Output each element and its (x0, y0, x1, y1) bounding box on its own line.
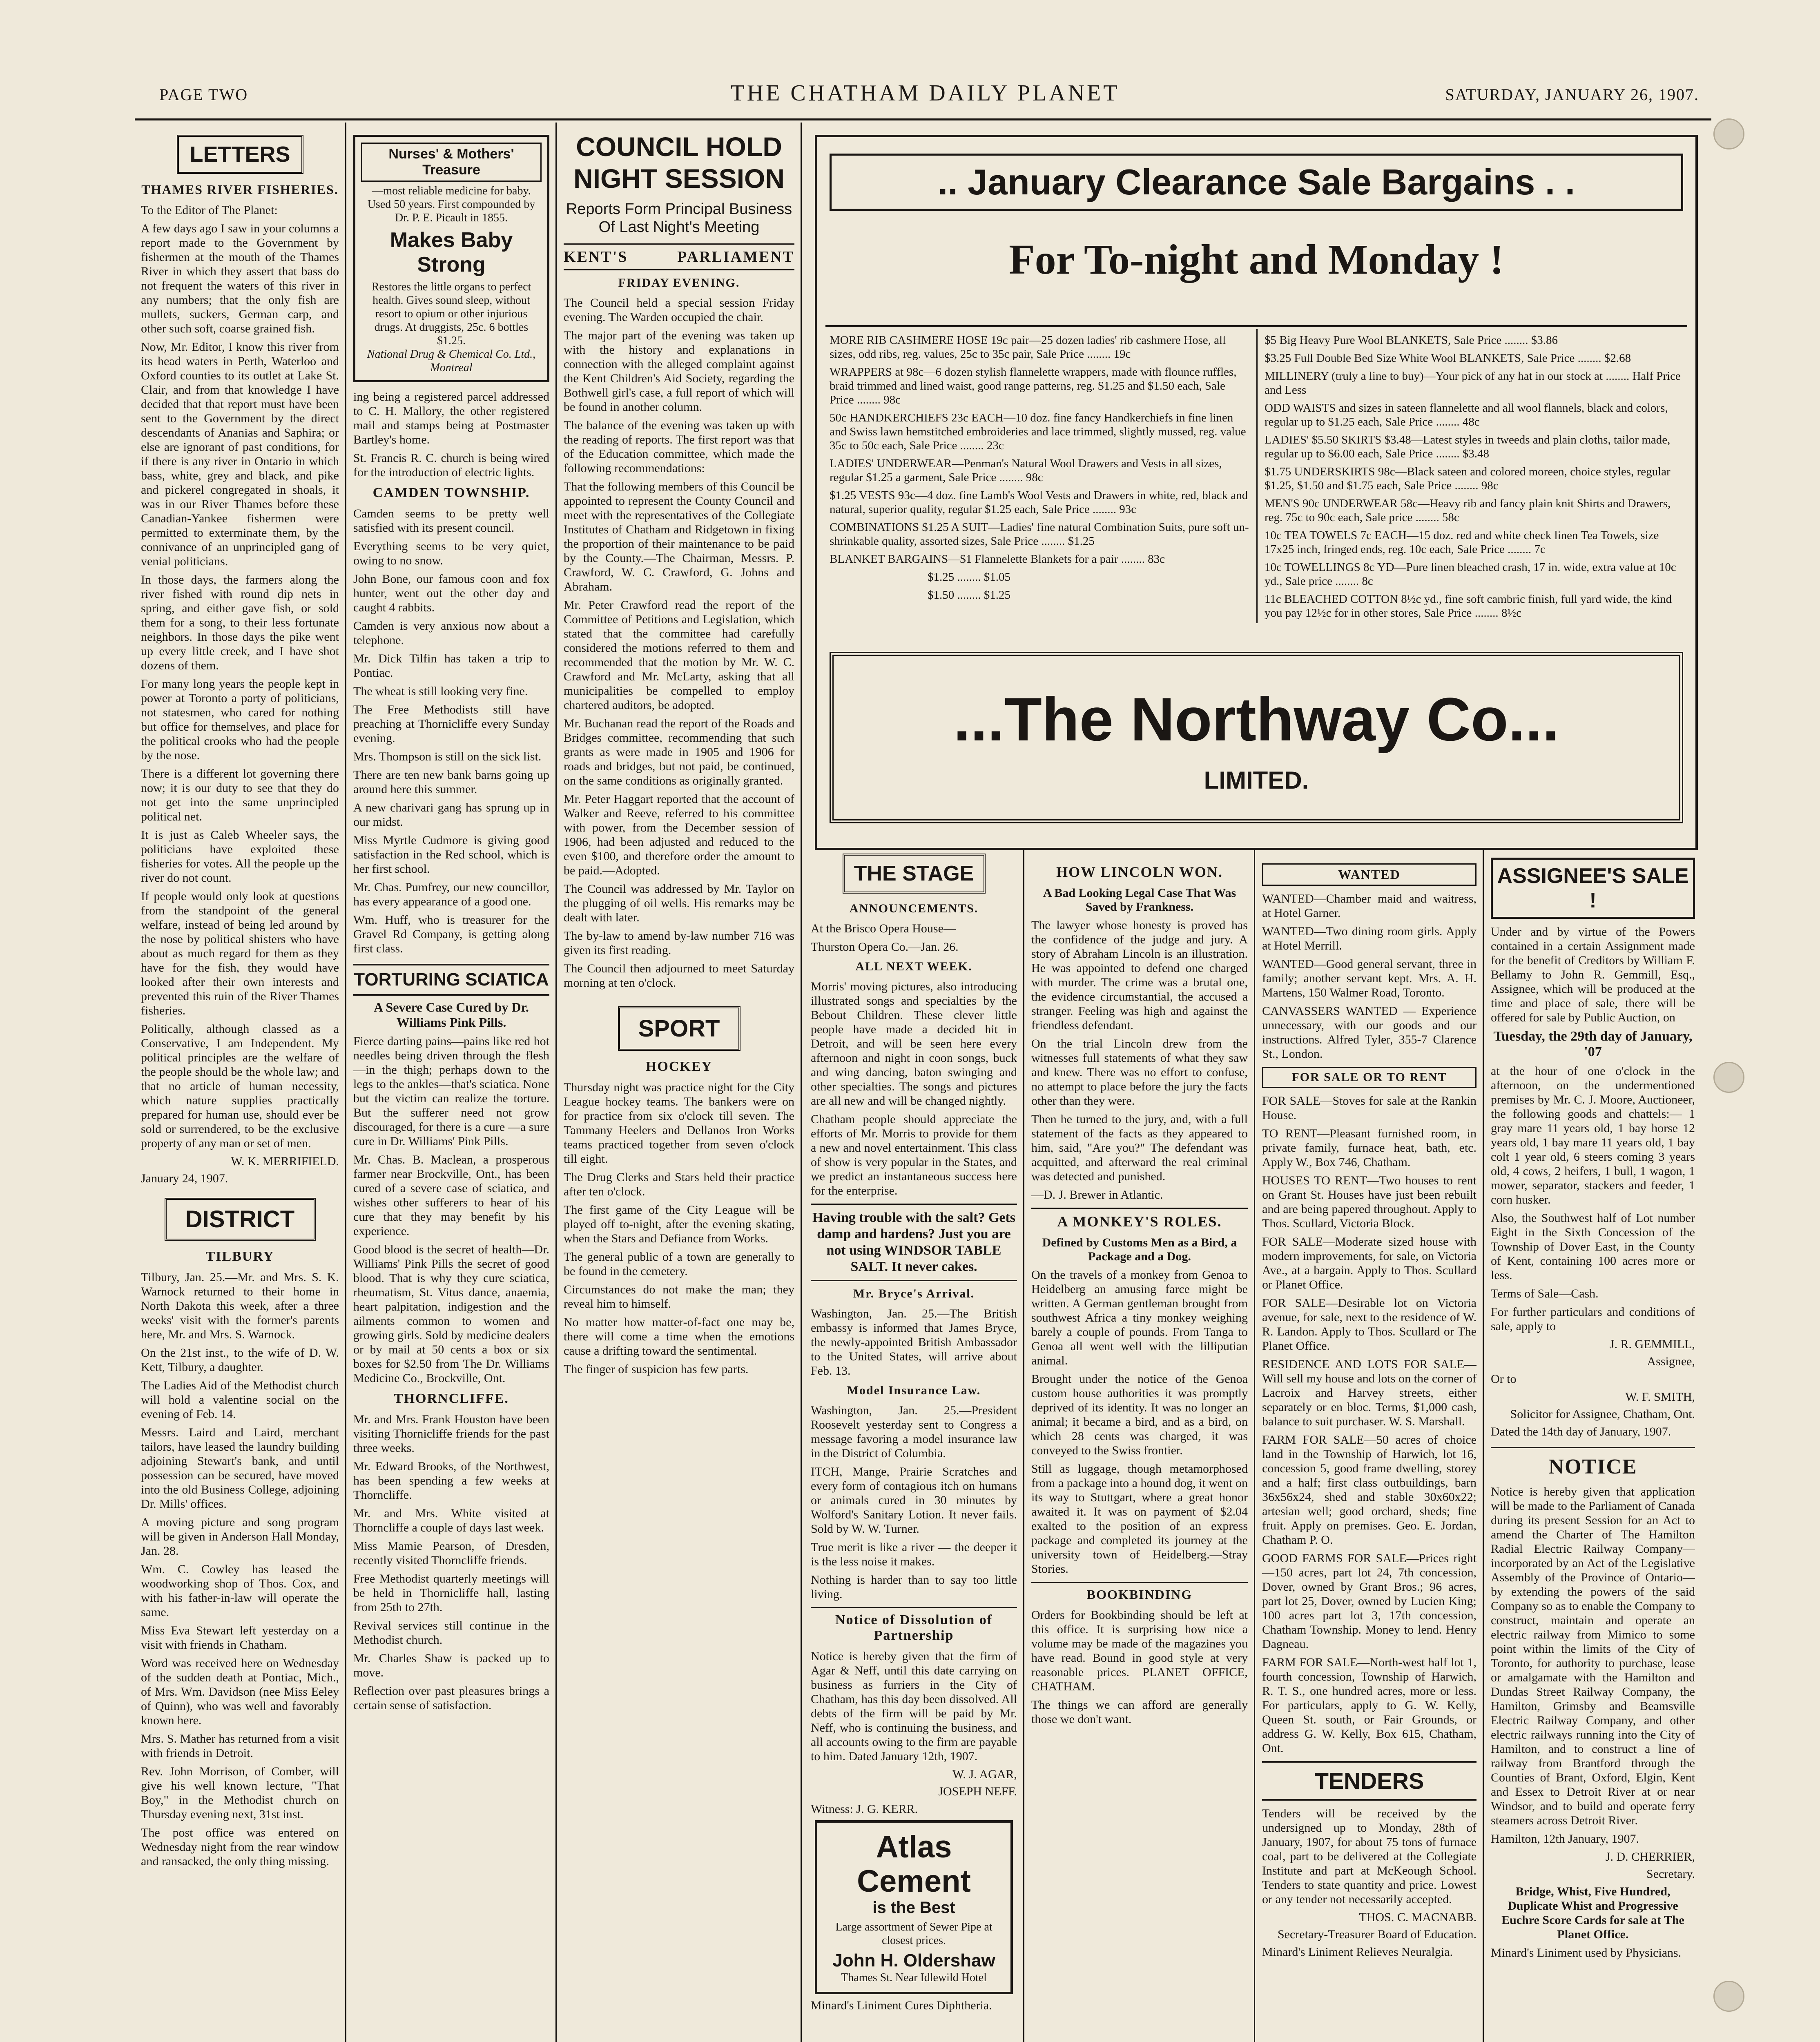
column-paragraph: ing being a registered parcel addressed to C. H. Mallory, the other registered mail and stamps being at Postmaster Bartley's home. (353, 390, 549, 446)
classifieds-column (1262, 858, 1477, 2042)
camden-paragraph: Camden seems to be pretty well satisfied with its present council. (353, 507, 549, 535)
nurses-ad-body: Restores the little organs to perfect health. Gives sound sleep, without resort to opium or other injurious drugs. At druggists, 25c. 6 bottles $1.25. (371, 281, 531, 347)
sale-item: 10c TEA TOWELS 7c EACH—15 doz. red and white check linen Tea Towels, size 17x25 inch, fringed ends, reg. 10c each, Sale Price ........ 7c (1265, 529, 1659, 556)
wanted-item: WANTED—Good general servant, three in family; another servant kept. Mrs. A. H. Martens, 150 Walmer Road, Toronto. (1262, 957, 1477, 999)
sale-item: $3.25 Full Double Bed Size White Wool BLANKETS, Sale Price ........ $2.68 (1265, 352, 1631, 365)
atlas-title: Atlas (876, 1830, 952, 1864)
hockey-heading: HOCKEY (645, 1059, 713, 1074)
council-paragraph: The by-law to amend by-law number 716 was given its first reading. (564, 929, 794, 957)
sale-item: ODD WAISTS and sizes in sateen flannelette and all wool flannels, black and colors, regular up to $1.25 each, Sale Price ........ 48c (1265, 401, 1668, 428)
atlas-description: Large assortment of Sewer Pipe at closest prices. (835, 1921, 993, 1947)
letters-paragraph: Now, Mr. Editor, I know this river from its head waters in Perth, Waterloo and Oxford counties to its outlet at Lake St. Clair, and from that knowledge I have decided that that report must have been sent to the Government by the direct descendants of Ananias and Saphira; or else are ignorant of past conditions, for if there is any river in Ontario in which bass, white, grey and black, and pike and pickerel congregated in shoals, it was in our River Thames before these Canadian-Yankee fishermen were permitted to exterminate them, by the connivance of an unprincipled gang of venial politicians. (141, 340, 339, 568)
atlas-title: Cement (857, 1864, 971, 1899)
bryce-paragraph: Washington, Jan. 25.—The British embassy is informed that James Bryce, the newly-appointed British Ambassador to the United States, will arrive about Feb. 13. (811, 1307, 1017, 1378)
council-column (564, 131, 794, 2042)
assignee-further: For further particulars and conditions of sale, apply to (1491, 1305, 1695, 1333)
district-paragraph: Messrs. Laird and Laird, merchant tailors, have leased the laundry building adjoining Stewart's bank, and until possession can be secured, have moved into the old Business College, adjoining Dr. Mills' offices. (141, 1426, 339, 1511)
solicitor-title: Solicitor for Assignee, Chatham, Ont. (1510, 1407, 1695, 1421)
sciatica-paragraph: Mr. Chas. B. Maclean, a prosperous farmer near Brockville, Ont., has been cured of a severe case of sciatica, and wishes other sufferers to hear of his cure that they may benefit by his experience. (353, 1153, 549, 1238)
thorncliffe-paragraph: Mr. Edward Brooks, of the Northwest, has been spending a few weeks at Thorncliffe. (353, 1460, 549, 1502)
for-sale-item: HOUSES TO RENT—Two houses to rent on Grant St. Houses have just been rebuilt and are being papered throughout. Apply to Thos. Scullard, Victoria Block. (1262, 1174, 1477, 1230)
sale-item: LADIES' UNDERWEAR—Penman's Natural Wool Drawers and Vests in all sizes, regular $1.25 a garment, Sale Price ........ 98c (830, 457, 1222, 484)
wanted-item: CANVASSERS WANTED — Experience unnecessary, with our goods and our instructions. Alfred Tyler, 355-7 Clarence St., London. (1262, 1004, 1477, 1061)
dissolution-signature: W. J. AGAR, (952, 1768, 1017, 1781)
camden-paragraph: Mrs. Thompson is still on the sick list. (353, 750, 542, 763)
letters-subheading: THAMES RIVER FISHERIES. (141, 182, 339, 197)
sport-paragraph: Thursday night was practice night for the City League hockey teams. The bankers were on for practice from six o'clock till seven. The Tammany Heelers and Dellanos Iron Works teams practiced together from seven o'clock till eight. (564, 1081, 794, 1166)
district-paragraph: A moving picture and song program will be given in Anderson Hall Monday, Jan. 28. (141, 1516, 339, 1558)
sale-item: MEN'S 90c UNDERWEAR 58c—Heavy rib and fancy plain knit Shirts and Drawers, reg. 75c to 90c each, Sale price ........ 58c (1265, 497, 1671, 524)
sciatica-paragraph: Good blood is the secret of health—Dr. Williams' Pink Pills the secret of good blood. That is why they cure sciatica, rheumatism, St. Vitus dance, anaemia, heart palpitation, indigestion and the ailments common to women and growing girls. Sold by medicine dealers or by mail at 50 cents a box or six boxes for $2.50 from The Dr. Williams Medicine Co., Brockville, Ont. (353, 1243, 549, 1385)
council-paragraph: Mr. Peter Crawford read the report of the Committee of Petitions and Legislation, which stated that the committee had carefully considered the motions referred to them and recommended that the motion by Mr. W. C. Crawford and Mr. McLarty, asking that all municipalities be compelled to employ chartered auditors, be adopted. (564, 598, 794, 712)
assignee-column (1491, 858, 1695, 2042)
insurance-heading: Model Insurance Law. (847, 1384, 981, 1397)
solicitor-signature: W. F. SMITH, (1625, 1390, 1695, 1404)
clearance-header: .. January Clearance Sale Bargains . . (830, 154, 1683, 211)
camden-paragraph: The Free Methodists still have preaching at Thornicliffe every Sunday evening. (353, 703, 549, 745)
for-sale-item: RESIDENCE AND LOTS FOR SALE—Will sell my house and lots on the corner of Lacroix and Harvey streets, either separately or en bloc. Terms, $1,000 cash, balance to suit purchaser. W. S. Marshall. (1262, 1358, 1477, 1428)
stage-column (811, 854, 1017, 2042)
assignee-terms: Terms of Sale—Cash. (1491, 1287, 1599, 1300)
camden-paragraph: Everything seems to be very quiet, owing to no snow. (353, 539, 549, 567)
thorncliffe-paragraph: Mr. and Mrs. Frank Houston have been visiting Thornicliffe friends for the past three weeks. (353, 1413, 549, 1455)
district-paragraph: Mrs. S. Mather has returned from a visit with friends in Detroit. (141, 1732, 339, 1760)
nurses-ad-headline: Makes Baby Strong (390, 228, 513, 276)
bookbinding-paragraph: Orders for Bookbinding should be left at this office. It is surprising how nice a volume may be made of the magazines you have read. Bound in good style at very reasonable prices. PLANET OFFICE, CHATHAM. (1031, 1608, 1248, 1693)
assignee-or-to: Or to (1491, 1372, 1517, 1386)
atlas-address: Thames St. Near Idlewild Hotel (841, 1971, 987, 1984)
assignee-sale-date: Tuesday, the 29th day of January, '07 (1493, 1029, 1693, 1059)
sport-heading: SPORT (618, 1006, 740, 1051)
column-rule (1023, 849, 1024, 2042)
lincoln-paragraph: —D. J. Brewer in Atlantic. (1031, 1188, 1163, 1202)
binding-hole (1713, 1062, 1744, 1093)
lincoln-paragraph: The lawyer whose honesty is proved has the confidence of the judge and jury. A story of Abraham Lincoln is an illustration. He was appointed to defend one charged with murder. The crime was a brutal one, the evidence circumstantial, the accused a stranger. Feeling was high and against the friendless defendant. (1031, 918, 1248, 1032)
for-sale-item: FOR SALE—Stoves for sale at the Rankin House. (1262, 1094, 1477, 1122)
district-paragraph: Rev. John Morrison, of Comber, will give his well known lecture, "That Boy," in the Methodist church on Thursday evening next, 31st inst. (141, 1765, 339, 1821)
district-paragraph: The Ladies Aid of the Methodist church will hold a valentine social on the evening of Feb. 14. (141, 1379, 339, 1421)
tenders-heading: TENDERS (1262, 1761, 1477, 1801)
dissolution-witness: Witness: J. G. KERR. (811, 1802, 918, 1816)
letters-heading: LETTERS (177, 135, 303, 174)
council-heading-line1: COUNCIL HOLD (576, 132, 782, 162)
page-label: PAGE TWO (159, 85, 248, 104)
wanted-item: WANTED—Two dining room girls. Apply at Hotel Merrill. (1262, 925, 1477, 952)
column-two (353, 135, 549, 2042)
camden-paragraph: Mr. Chas. Pumfrey, our new councillor, has every appearance of a good one. (353, 881, 549, 908)
clearance-right-list (1265, 333, 1685, 624)
clearance-left-list (830, 333, 1250, 606)
council-paragraph: The Council was addressed by Mr. Taylor on the plugging of oil wells. His remarks may be dealt with later. (564, 882, 794, 924)
insurance-paragraph: Washington, Jan. 25.—President Roosevelt yesterday sent to Congress a message favoring a model insurance law in the District of Columbia. (811, 1404, 1017, 1460)
stage-next-week: ALL NEXT WEEK. (855, 960, 972, 973)
monkey-subheading: Defined by Customs Men as a Bird, a Package and a Dog. (1042, 1236, 1237, 1263)
merit-line: True merit is like a river — the deeper it is the less noise it makes. (811, 1540, 1017, 1568)
council-banner-left: KENT'S (564, 248, 628, 265)
for-sale-item: GOOD FARMS FOR SALE—Prices right—150 acres, part lot 24, 7th concession, Dover, owned by Grant Bros.; 96 acres, part lot 25, Dover, owned by Lucien King; 100 acres part lot 3, 17th concession, Chatham Township. Money to lend. Henry Dagneau. (1262, 1552, 1477, 1651)
thorncliffe-paragraph: Revival services still continue in the Methodist church. (353, 1619, 549, 1647)
bookbinding-heading: BOOKBINDING (1031, 1582, 1248, 1602)
stage-line: At the Brisco Opera House— (811, 922, 956, 935)
letters-paragraph: It is just as Caleb Wheeler says, the politicians have exploited these fisheries for votes. All the people up the river do not count. (141, 828, 339, 885)
windsor-salt-ad: Having trouble with the salt? Gets damp and hardens? Just you are not using WINDSOR TABLE SALT. It never cakes. (811, 1204, 1017, 1281)
sciatica-subheading: A Severe Case Cured by Dr. Williams Pink Pills. (374, 1000, 529, 1030)
sciatica-heading: TORTURING SCIATICA (353, 964, 549, 996)
atlas-merchant: John H. Oldershaw (832, 1951, 995, 1971)
sale-item: 11c BLEACHED COTTON 8½c yd., fine soft cambric finish, full yard wide, the kind you pay 12½c for in other stores, Sale Price ........ 8½c (1265, 593, 1672, 620)
wanted-item: WANTED—Chamber maid and waitress, at Hotel Garner. (1262, 892, 1477, 920)
letters-paragraph: Politically, although classed as a Conservative, I am Independent. My political principles are the welfare of the people should be the whole law; and that no article of human necessity, which nature supplies practically prepared for human use, should ever be sold or surrendered, to be the exclusive property of any man or set of men. (141, 1022, 339, 1150)
nurses-treasure-ad (353, 135, 549, 382)
closing-line: The things we can afford are generally those we don't want. (1031, 1698, 1248, 1726)
column-paragraph: St. Francis R. C. church is being wired for the introduction of electric lights. (353, 451, 549, 479)
sale-item: $1.25 VESTS 93c—4 doz. fine Lamb's Wool Vests and Drawers in white, red, black and natural, superior quality, regular $1.25 each, Sale Price ........ 93c (830, 489, 1248, 516)
stage-announcements: ANNOUNCEMENTS. (849, 902, 979, 915)
council-banner (564, 243, 794, 270)
itch-ad: ITCH, Mange, Prairie Scratches and every form of contagious itch on humans or animals cured in 30 minutes by Wolford's Sanitary Lotion. It never fails. Sold by W. W. Turner. (811, 1465, 1017, 1536)
monkey-paragraph: On the travels of a monkey from Genoa to Heidelberg an amusing farce might be written. A German gentleman brought from southwest Africa a tiny monkey weighing barely a couple of pounds. From Tanga to Genoa all went well with the lilliputian animal. (1031, 1268, 1248, 1367)
notice-date: Hamilton, 12th January, 1907. (1491, 1832, 1639, 1846)
council-heading-line2: NIGHT SESSION (573, 163, 785, 194)
lincoln-heading: HOW LINCOLN WON. (1056, 864, 1223, 880)
newspaper-title: THE CHATHAM DAILY PLANET (730, 80, 1120, 106)
district-heading: DISTRICT (165, 1198, 316, 1241)
column-rule (1483, 849, 1484, 2042)
assignee-heading: ASSIGNEE'S SALE ! (1491, 858, 1695, 919)
district-paragraph: Wm. C. Cowley has leased the woodworking shop of Thos. Cox, and with his father-in-law will operate the same. (141, 1563, 339, 1619)
nurses-ad-subtitle: —most reliable medicine for baby. Used 50 years. First compounded by Dr. P. E. Picault in 1855. (367, 185, 535, 224)
for-sale-item: TO RENT—Pleasant furnished room, in private family, furnace heat, bath, etc. Apply W., Box 746, Chatham. (1262, 1127, 1477, 1169)
column-rule (345, 123, 346, 2042)
tenders-paragraph: Tenders will be received by the undersigned up to Monday, 28th of January, 1907, for about 75 tons of furnace coal, part to be delivered at the Collegiate Institute and part at McKeough School. Tenders to state quantity and price. Lowest or any tender not necessarily accepted. (1262, 1807, 1477, 1906)
council-paragraph: The Council then adjourned to meet Saturday morning at ten o'clock. (564, 962, 794, 990)
council-paragraph: The Council held a special session Friday evening. The Warden occupied the chair. (564, 296, 794, 324)
tenders-signature: THOS. C. MACNABB. (1359, 1910, 1477, 1924)
sport-paragraph: No matter how matter-of-fact one may be, there will come a time when the emotions cause a drifting toward the sentimental. (564, 1315, 794, 1358)
thorncliffe-heading: THORNCLIFFE. (394, 1391, 509, 1406)
assignee-also: Also, the Southwest half of Lot number Eight in the Sixth Concession of the Township of Dover East, in the County of Kent, containing 100 acres more or less. (1491, 1211, 1695, 1282)
thorncliffe-paragraph: Mr. Charles Shaw is packed up to move. (353, 1652, 549, 1679)
council-banner-right: PARLIAMENT (677, 248, 794, 265)
sciatica-paragraph: Fierce darting pains—pains like red hot needles being driven through the flesh—in the thigh; perhaps down to the legs to the ankles—that's sciatica. None but the victim can realize the torture. But the sufferer need not grow discouraged, for there is a cure —a sure cure in Dr. Williams' Pink Pills. (353, 1034, 549, 1148)
council-paragraph: Mr. Buchanan read the report of the Roads and Bridges committee, recommending that such grants as were made in 1905 and 1906 for roads and bridges, but not paid, be continued, on the same conditions as originally granted. (564, 717, 794, 787)
council-subheading: Reports Form Principal Business Of Last Night's Meeting (566, 201, 792, 236)
thorncliffe-paragraph: Mr. and Mrs. White visited at Thorncliffe a couple of days last week. (353, 1507, 549, 1534)
district-paragraph: Miss Eva Stewart left yesterday on a visit with friends in Chatham. (141, 1624, 339, 1652)
nurses-ad-title: Nurses' & Mothers' Treasure (361, 143, 542, 182)
notice-paragraph: Notice is hereby given that application will be made to the Parliament of Canada during its present Session for an Act to amend the Charter of The Hamilton Radial Electric Railway Company—incorporated by an Act of the Legislative Assembly of the Province of Ontario—by extending the powers of the said Company so as to enable the Company to construct, maintain and operate an electric railway from Mimico to some point within the limits of the City of Toronto, for authority to purchase, lease or amalgamate with the Hamilton and Dundas Street Railway Company, the Hamilton, Grimsby and Beamsville Electric Railway Company, and other electric railways running into the City of Hamilton, and to construct a line of railway from Brantford through the Counties of Brant, Oxford, Elgin, Kent and Essex to Detroit River at or near Windsor, and to build and operate ferry steamers across Detroit River. (1491, 1485, 1695, 1827)
score-cards-ad: Bridge, Whist, Five Hundred, Duplicate Whist and Progressive Euchre Score Cards for sale at The Planet Office. (1501, 1885, 1684, 1941)
stage-line: Thurston Opera Co.—Jan. 26. (811, 940, 959, 954)
dissolution-heading: Notice of Dissolution of Partnership (811, 1607, 1017, 1643)
notice-heading: NOTICE (1491, 1447, 1695, 1479)
camden-paragraph: Miss Myrtle Cudmore is giving good satisfaction in the Red school, which is her first school. (353, 834, 549, 876)
stage-paragraph: Chatham people should appreciate the efforts of Mr. Morris to provide for them a new and novel entertainment. This class of show is very popular in the States, and we predict an instantaneous success here for the enterprise. (811, 1112, 1017, 1197)
for-sale-item: FARM FOR SALE—North-west half lot 1, fourth concession, Township of Harwich, R. T. S., one hundred acres, more or less. For particulars, apply to G. W. Kelly, Queen St. south, or Fair Grounds, or address G. W. Kelly, Box 615, Chatham, Ont. (1262, 1656, 1477, 1755)
camden-paragraph: Wm. Huff, who is treasurer for the Gravel Rd Company, is getting along first class. (353, 913, 549, 955)
wanted-heading: WANTED (1262, 863, 1477, 886)
masthead (135, 78, 1715, 114)
lincoln-paragraph: On the trial Lincoln drew from the witnesses full statements of what they saw and knew. There was no effort to confuse, no attempt to place before the jury the facts other than they were. (1031, 1037, 1248, 1108)
letters-column (141, 135, 339, 2042)
lincoln-subheading: A Bad Looking Legal Case That Was Saved by Frankness. (1043, 886, 1236, 914)
thorncliffe-paragraph: Reflection over past pleasures brings a certain sense of satisfaction. (353, 1684, 549, 1712)
clearance-divider (825, 325, 1687, 327)
column-rule (555, 123, 557, 2042)
masthead-rule (135, 118, 1711, 120)
sport-paragraph: The finger of suspicion has few parts. (564, 1362, 749, 1376)
assignee-signature: J. R. GEMMILL, (1609, 1338, 1695, 1351)
atlas-tagline: is the Best (872, 1899, 955, 1917)
column-rule (1254, 849, 1255, 2042)
camden-paragraph: Camden is very anxious now about a telephone. (353, 619, 549, 647)
sale-item: MILLINERY (truly a line to buy)—Your pick of any hat in our stock at ........ Half Price and Less (1265, 370, 1681, 397)
binding-hole (1713, 118, 1744, 149)
letters-date: January 24, 1907. (141, 1172, 228, 1185)
company-ornament-frame (830, 652, 1683, 823)
council-paragraph: The major part of the evening was taken up with the history and explanations in connection with the alleged complaint against the Kent Children's Aid Society, regarding the Bothwell girl's case, a full report of which will be found in another column. (564, 329, 794, 414)
assignee-dated: Dated the 14th day of January, 1907. (1491, 1425, 1671, 1438)
stage-paragraph: Morris' moving pictures, also introducing illustrated songs and specialties by the Bebout Children. These clever little people have made a decided hit in Detroit, and will be seen here every afternoon and night in coon songs, buck and wing dancing, baton swinging and other specialties. The songs and pictures are all new and will be changed nightly. (811, 980, 1017, 1108)
council-paragraph: The balance of the evening was taken up with the reading of reports. The first report was that of the Education committee, which made the following recommendations: (564, 419, 794, 475)
minards-ad: Minard's Liniment Cures Diphtheria. (811, 1999, 992, 2012)
for-sale-heading: FOR SALE OR TO RENT (1262, 1067, 1477, 1088)
district-paragraph: Tilbury, Jan. 25.—Mr. and Mrs. S. K. Warnock returned to their home in North Dakota this week, after a three weeks' visit with the former's parents here, Mr. and Mrs. S. Warnock. (141, 1271, 339, 1341)
district-paragraph: Word was received here on Wednesday of the sudden death at Pontiac, Mich., of Mrs. Wm. Davidson (nee Miss Eeley of Quinn), who was well and favorably known here. (141, 1656, 339, 1727)
camden-paragraph: A new charivari gang has sprung up in our midst. (353, 801, 549, 829)
sale-item: $1.50 ........ $1.25 (928, 589, 1010, 602)
stage-heading: THE STAGE (843, 854, 986, 894)
issue-date: SATURDAY, JANUARY 26, 1907. (1445, 85, 1699, 104)
company-name: ...The Northway Co... (953, 685, 1559, 753)
clearance-subheader: For To-night and Monday ! (1009, 236, 1504, 283)
nothing-line: Nothing is harder than to say too little living. (811, 1573, 1017, 1601)
dissolution-paragraph: Notice is hereby given that the firm of Agar & Neff, until this date carrying on business as furriers in the City of Chatham, has this day been dissolved. All debts of the firm will be paid by Mr. Neff, who is continuing the business, and all accounts owing to the firm are payable to him. Dated January 12th, 1907. (811, 1650, 1017, 1763)
camden-paragraph: The wheat is still looking very fine. (353, 684, 528, 698)
camden-heading: CAMDEN TOWNSHIP. (372, 485, 530, 500)
lincoln-paragraph: Then he turned to the jury, and, with a full statement of the facts as they appeared to him, said, "Are you?" The defendant was acquitted, and afterward the real criminal was detected and punished. (1031, 1112, 1248, 1183)
sale-item: $1.25 ........ $1.05 (928, 571, 1010, 584)
letters-paragraph: There is a different lot governing there now; it is our duty to see that they do not get into the same unprincipled political net. (141, 767, 339, 823)
district-paragraph: On the 21st inst., to the wife of D. W. Kett, Tilbury, a daughter. (141, 1346, 339, 1374)
sport-paragraph: The first game of the City League will be played off to-night, after the evening skating, when the Stars and Defiance from Works. (564, 1203, 794, 1245)
minards-ad: Minard's Liniment Relieves Neuralgia. (1262, 1945, 1453, 1959)
bryce-heading: Mr. Bryce's Arrival. (853, 1287, 975, 1300)
northway-clearance-ad (815, 135, 1698, 850)
minards-ad: Minard's Liniment used by Physicians. (1491, 1946, 1682, 1960)
council-paragraph: That the following members of this Council be appointed to represent the County Council and meet with the representatives of the Collegiate Institutes of Chatham and Ridgetown in fixing the proportion of their maintenance to be paid by the County.—The Chairman, Messrs. P. Crawford, W. C. Crawford, G. Johns and Abraham. (564, 480, 794, 593)
assignee-details: at the hour of one o'clock in the afternoon, on the undermentioned premises by Mr. C. J. Moore, Auctioneer, the following goods and chattels:— 1 gray mare 11 years old, 1 bay horse 12 years old, 1 bay mare 11 years old, 1 bay colt 1 year old, 6 steers coming 3 years old, 4 cows, 2 heifers, 1 bull, 1 wagon, 1 mower, separator, stackers and feeder, 1 corn husker. (1491, 1064, 1695, 1206)
camden-paragraph: Mr. Dick Tilfin has taken a trip to Pontiac. (353, 652, 549, 680)
sale-item: $5 Big Heavy Pure Wool BLANKETS, Sale Price ........ $3.86 (1265, 334, 1558, 347)
sale-item: BLANKET BARGAINS—$1 Flannelette Blankets for a pair ........ 83c (830, 553, 1165, 566)
council-paragraph: Mr. Peter Haggart reported that the account of Walker and Reeve, referred to his committee with power, from the December session of 1906, had been adjusted and reduced to the even $100, and therefore order the amount to be paid.—Adopted. (564, 792, 794, 877)
sale-item: MORE RIB CASHMERE HOSE 19c pair—25 dozen ladies' rib cashmere Hose, all sizes, odd ribs, reg. values, 25c to 35c pair, Sale Price ........ 19c (830, 334, 1226, 361)
nurses-ad-company: National Drug & Chemical Co. Ltd., Montreal (367, 348, 536, 374)
lincoln-column (1031, 858, 1248, 2042)
sale-item: WRAPPERS at 98c—6 dozen stylish flannelette wrappers, made with flounce ruffles, braid trimmed and lined waist, good range patterns, reg. $1.25 and $1.50 each, Sale Price ........ 98c (830, 366, 1237, 406)
sport-paragraph: The general public of a town are generally to be found in the cemetery. (564, 1250, 794, 1278)
district-subheading: TILBURY (205, 1249, 274, 1264)
sport-paragraph: Circumstances do not make the man; they reveal him to himself. (564, 1283, 794, 1311)
sale-item: 50c HANDKERCHIEFS 23c EACH—10 doz. fine fancy Handkerchiefs in fine linen and Swiss lawn hemstitched embroideries and lace trimmed, slightly mussed, reg. value 35c to 50c each, Sale Price ........ 23c (830, 411, 1246, 452)
notice-signature: J. D. CHERRIER, (1605, 1850, 1695, 1864)
binding-hole (1713, 1981, 1744, 2012)
notice-title: Secretary. (1646, 1867, 1695, 1881)
letters-salutation: To the Editor of The Planet: (141, 203, 278, 217)
district-paragraph: The post office was entered on Wednesday night from the rear window and ransacked, the only thing missing. (141, 1826, 339, 1868)
council-friday: FRIDAY EVENING. (618, 276, 740, 290)
for-sale-item: FOR SALE—Desirable lot on Victoria avenue, for sale, next to the residence of W. R. Landon. Apply to Thos. Scullard or The Planet Office. (1262, 1296, 1477, 1353)
letters-paragraph: If people would only look at questions from the standpoint of the general welfare, instead of being led around by the nose by political shisters who have about as much regard for them as they have for the fish, they would have looked after their own interests and prevented this ruin of the River Thames fisheries. (141, 889, 339, 1017)
assignee-signature-title: Assignee, (1647, 1355, 1695, 1368)
letters-paragraph: In those days, the farmers along the river fished with round dip nets in spring, and either gave fish, or sold them for a song, to their less fortunate neighbors. In those days the pike went up every little creek, and I have shot dozens of them. (141, 573, 339, 672)
column-rule (801, 123, 802, 2042)
letters-paragraph: For many long years the people kept in power at Toronto a party of politicians, not statesmen, who cared for nothing but office for themselves, and place for the political crooks who had the people by the nose. (141, 677, 339, 762)
tenders-title: Secretary-Treasurer Board of Education. (1277, 1928, 1477, 1941)
monkey-paragraph: Brought under the notice of the Genoa custom house authorities it was promptly deprived of its identity. It was no longer an animal; it became a bird, and as a bird, on which 28 cents was charged, it was conveyed to the Swiss frontier. (1031, 1372, 1248, 1457)
sale-item: $1.75 UNDERSKIRTS 98c—Black sateen and colored moreen, choice styles, regular $1.25, $1.50 and $1.75 each, Sale Price ........ 98c (1265, 465, 1671, 492)
sport-paragraph: The Drug Clerks and Stars held their practice after ten o'clock. (564, 1170, 794, 1198)
camden-paragraph: John Bone, our famous coon and fox hunter, went out the other day and caught 4 rabbits. (353, 572, 549, 614)
company-limited: LIMITED. (1204, 767, 1309, 794)
monkey-heading: A MONKEY'S ROLES. (1031, 1208, 1248, 1230)
for-sale-item: FARM FOR SALE—50 acres of choice land in the Township of Harwich, lot 16, concession 5, good frame dwelling, storey and a half; first class outbuildings, barn 36x56x24, shed and stable 30x60x22; artesian well; good orchard, sheds; fine fruit. Apply on premises. Geo. E. Jordan, Chatham P. O. (1262, 1433, 1477, 1547)
assignee-intro: Under and by virtue of the Powers contained in a certain Assignment made for the benefit of Creditors by William F. Bellamy to John R. Gemmill, Esq., Assignee, which will be produced at the time and place of sale, there will be offered for sale by Public Auction, on (1491, 925, 1695, 1024)
for-sale-item: FOR SALE—Moderate sized house with modern improvements, for sale, on Victoria Ave., at a bargain. Apply to Thos. Scullard or Planet Office. (1262, 1235, 1477, 1291)
sale-item: COMBINATIONS $1.25 A SUIT—Ladies' fine natural Combination Suits, pure soft un-shrinkable quality, assorted sizes, Sale Price ........ $1.25 (830, 521, 1249, 548)
monkey-paragraph: Still as luggage, though metamorphosed from a package into a hound dog, it went on its way to Stuttgart, where a great honor awaited it. It was on payment of $2.04 exalted to the position of an express package and completed its journey at the university town of Heidelberg.—Stray Stories. (1031, 1462, 1248, 1576)
thorncliffe-paragraph: Miss Mamie Pearson, of Dresden, recently visited Thorncliffe friends. (353, 1539, 549, 1567)
sale-item: LADIES' $5.50 SKIRTS $3.48—Latest styles in tweeds and plain cloths, tailor made, regular up to $6.00 each, Sale Price ........ $3.48 (1265, 433, 1671, 460)
dissolution-signature: JOSEPH NEFF. (938, 1785, 1017, 1798)
sale-item: 10c TOWELLINGS 8c YD—Pure linen bleached crash, 17 in. wide, extra value at 10c yd., Sale price ........ 8c (1265, 561, 1676, 588)
atlas-cement-ad (815, 1820, 1013, 1994)
letters-paragraph: A few days ago I saw in your columns a report made to the Government by fishermen at the mouth of the Thames River in which they assert that bass do not frequent the waters of this river in any numbers; that the only fish are mullets, suckers, German carp, and other such soft, coarse grained fish. (141, 222, 339, 335)
thorncliffe-paragraph: Free Methodist quarterly meetings will be held in Thornicliffe hall, lasting from 25th to 27th. (353, 1572, 549, 1614)
letters-signature: W. K. MERRIFIELD. (231, 1155, 339, 1168)
camden-paragraph: There are ten new bank barns going up around here this summer. (353, 768, 549, 796)
clearance-center-rule (1256, 329, 1258, 623)
